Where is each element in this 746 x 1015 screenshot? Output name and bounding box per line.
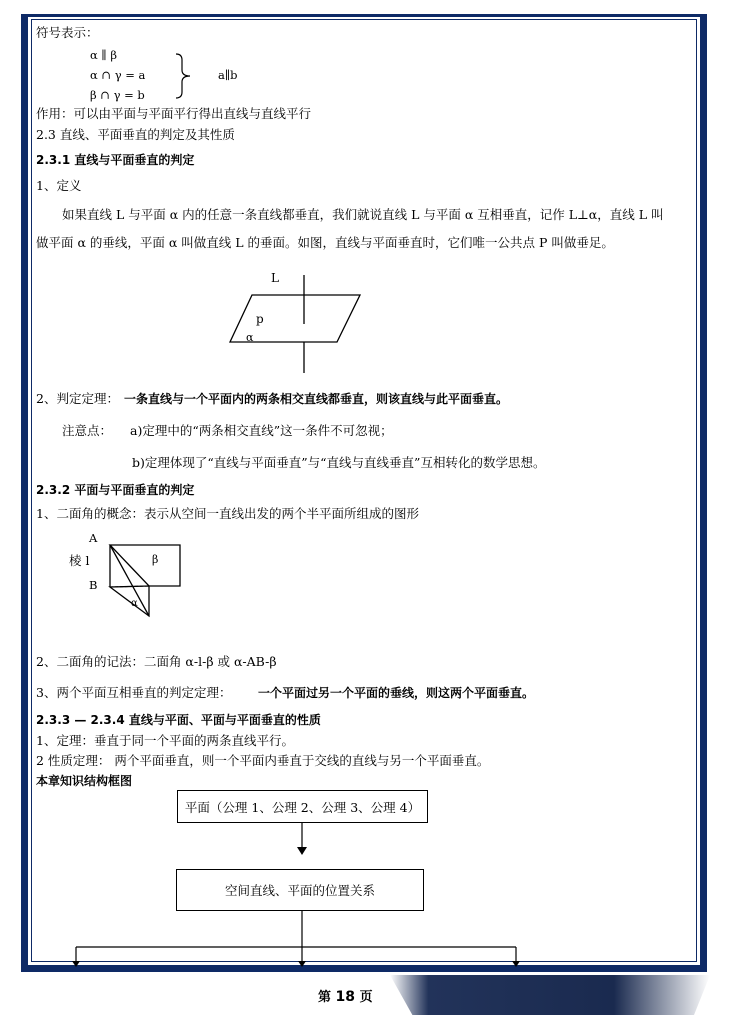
- figure1-label-alpha: α: [246, 331, 254, 344]
- brace-icon: [170, 52, 194, 100]
- theorem-text: 一条直线与一个平面内的两条相交直线都垂直，则该直线与此平面垂直。: [124, 392, 509, 406]
- figure2-label-beta: β: [152, 553, 159, 566]
- footer-bar: [390, 975, 710, 1015]
- symbol-line-3: β ∩ γ = b: [90, 88, 145, 102]
- dihedral-notation: 2、二面角的记法：二面角 α-l-β 或 α-AB-β: [36, 654, 277, 669]
- flow-connectors: [60, 823, 540, 969]
- dihedral-concept: 1、二面角的概念：表示从空间一直线出发的两个半平面所组成的图形: [36, 506, 419, 521]
- chart-title: 本章知识结构框图: [36, 774, 133, 788]
- figure1-label-L: L: [271, 271, 279, 285]
- perpendicular-text: 一个平面过另一个平面的垂线，则这两个平面垂直。: [258, 686, 535, 700]
- line-plane-figure: [220, 265, 380, 380]
- definition-para-1: 如果直线 L 与平面 α 内的任意一条直线都垂直，我们就说直线 L 与平面 α 互相垂直，记作 L⊥α，直线 L 叫: [62, 207, 664, 222]
- note-label: 注意点：: [62, 423, 113, 438]
- property-2: 2 性质定理： 两个平面垂直，则一个平面内垂直于交线的直线与另一个平面垂直。: [36, 753, 490, 768]
- figure2-label-A: A: [89, 531, 98, 545]
- symbol-line-1: α ∥ β: [90, 48, 118, 62]
- section-2-3-3: 2.3.3 — 2.3.4 直线与平面、平面与平面垂直的性质: [36, 713, 321, 727]
- definition-title: 1、定义: [36, 178, 82, 193]
- note-a: a)定理中的“两条相交直线”这一条件不可忽视；: [130, 423, 393, 438]
- figure1-label-P: p: [256, 312, 264, 326]
- symbol-line-2: α ∩ γ = a: [90, 68, 146, 82]
- figure2-label-B: B: [89, 578, 98, 592]
- section-2-3: 2.3 直线、平面垂直的判定及其性质: [36, 127, 235, 142]
- page-number: 第 18 页: [318, 989, 373, 1005]
- section-2-3-2: 2.3.2 平面与平面垂直的判定: [36, 483, 195, 497]
- dihedral-figure: [104, 540, 186, 620]
- theorem-label: 2、判定定理：: [36, 391, 119, 406]
- perpendicular-label: 3、两个平面互相垂直的判定定理：: [36, 685, 232, 700]
- flow-box-plane: 平面（公理 1、公理 2、公理 3、公理 4）: [177, 790, 428, 823]
- flow-box-position: 空间直线、平面的位置关系: [176, 869, 424, 911]
- section-2-3-1: 2.3.1 直线与平面垂直的判定: [36, 153, 195, 167]
- figure2-label-edge: 棱 l: [69, 553, 90, 568]
- property-1: 1、定理：垂直于同一个平面的两条直线平行。: [36, 733, 294, 748]
- note-b: b)定理体现了“直线与平面垂直”与“直线与直线垂直”互相转化的数学思想。: [132, 455, 546, 470]
- figure2-label-alpha: α: [131, 598, 138, 609]
- definition-para-2: 做平面 α 的垂线，平面 α 叫做直线 L 的垂面。如图，直线与平面垂直时，它们唯一公共点 P 叫做垂足。: [36, 235, 614, 250]
- usage-line: 作用：可以由平面与平面平行得出直线与直线平行: [36, 106, 312, 121]
- symbols-heading: 符号表示：: [36, 25, 99, 40]
- symbol-result: a∥b: [218, 68, 238, 82]
